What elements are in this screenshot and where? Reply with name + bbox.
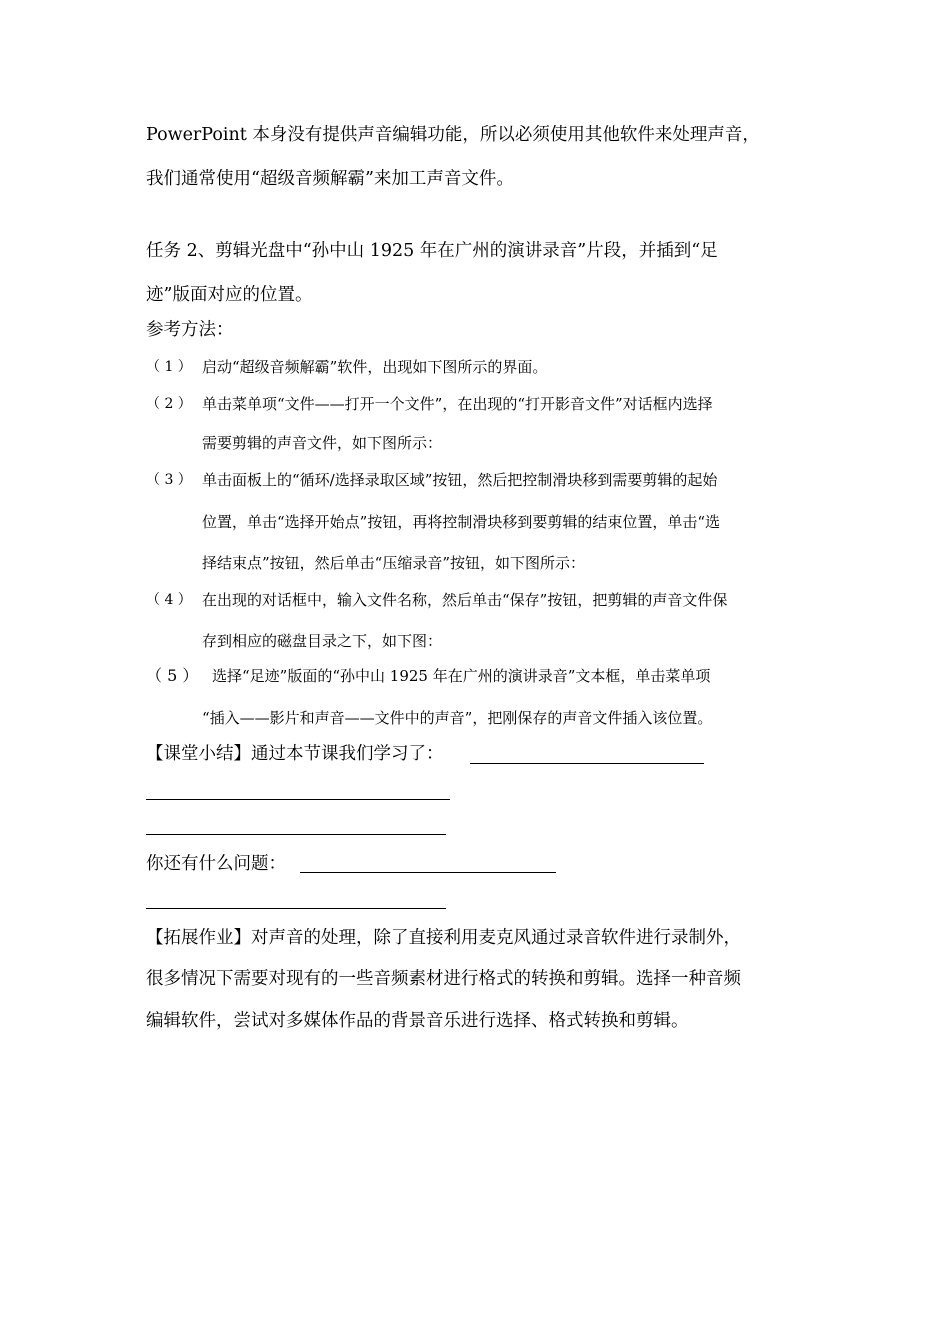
step-3-line-2: 位置，单击“选择开始点”按钮，再将控制滑块移到要剪辑的结束位置，单击“选 (202, 513, 721, 531)
task2-line-2: 迹”版面对应的位置。 (146, 285, 313, 305)
step-4-line-2: 存到相应的磁盘目录之下，如下图： (202, 632, 443, 650)
step-4-number: （ 4 ） (146, 592, 192, 608)
step-5-line-1: 选择“足迹”版面的“孙中山 1925 年在广州的演讲录音”文本框，单击菜单项 (212, 667, 711, 685)
intro-line-1: PowerPoint 本身没有提供声音编辑功能，所以必须使用其他软件来处理声音， (146, 125, 760, 145)
task2-line-1: 任务 2、剪辑光盘中“孙中山 1925 年在广州的演讲录音”片段，并插到“足 (146, 241, 718, 261)
step-1-number: （ 1 ） (146, 359, 192, 375)
summary-blank-2[interactable] (146, 799, 450, 800)
step-3-number: （ 3 ） (146, 472, 192, 488)
question-blank-2[interactable] (146, 908, 446, 909)
summary-blank-1[interactable] (470, 763, 704, 764)
question-label: 你还有什么问题： (146, 854, 286, 874)
step-1-line-1: 启动“超级音频解霸”软件，出现如下图所示的界面。 (202, 358, 548, 376)
step-2-line-2: 需要剪辑的声音文件，如下图所示： (202, 434, 443, 452)
step-3-line-1: 单击面板上的“循环/选择录取区域”按钮，然后把控制滑块移到需要剪辑的起始 (202, 471, 718, 489)
homework-line-3: 编辑软件，尝试对多媒体作品的背景音乐进行选择、格式转换和剪辑。 (146, 1011, 689, 1031)
step-5-number: （ 5 ） (146, 666, 199, 685)
step-2-line-1: 单击菜单项“文件——打开一个文件”，在出现的“打开影音文件”对话框内选择 (202, 395, 713, 413)
step-3-line-3: 择结束点”按钮，然后单击“压缩录音”按钮，如下图所示： (202, 554, 586, 572)
step-5-line-2: “插入——影片和声音——文件中的声音”，把刚保存的声音文件插入该位置。 (202, 709, 713, 727)
homework-line-2: 很多情况下需要对现有的一些音频素材进行格式的转换和剪辑。选择一种音频 (146, 969, 741, 989)
step-4-line-1: 在出现的对话框中，输入文件名称，然后单击“保存”按钮，把剪辑的声音文件保 (202, 591, 728, 609)
question-blank-1[interactable] (300, 872, 556, 873)
summary-blank-3[interactable] (146, 834, 446, 835)
method-label: 参考方法： (146, 320, 234, 340)
summary-label: 【课堂小结】通过本节课我们学习了： (146, 744, 444, 764)
intro-line-2: 我们通常使用“超级音频解霸”来加工声音文件。 (146, 169, 514, 189)
homework-line-1: 【拓展作业】对声音的处理，除了直接利用麦克风通过录音软件进行录制外， (146, 928, 741, 948)
step-2-number: （ 2 ） (146, 396, 192, 412)
